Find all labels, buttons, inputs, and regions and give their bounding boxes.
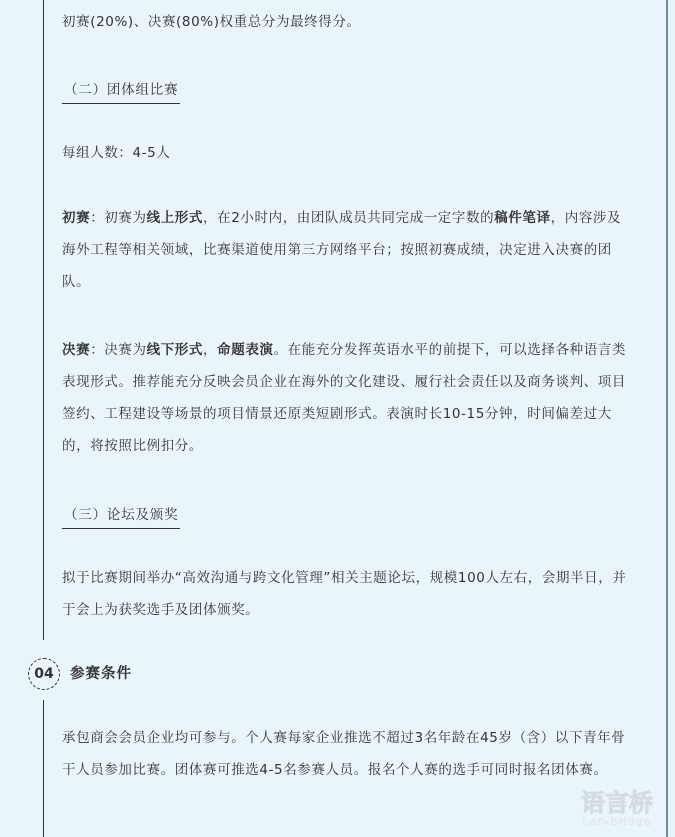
team-section-heading-wrap [62, 74, 628, 106]
section-title: 参赛条件 [70, 666, 132, 682]
eligibility-paragraph: 承包商会会员企业均可参与。个人赛每家企业推选不超过3名年龄在45岁（含）以下青年骨干人员参加比赛。团体赛可推选4-5名参赛人员。报名个人赛的选手可同时报名团体赛。 [62, 730, 626, 778]
prelim-label: 初赛 [62, 210, 91, 226]
timeline-line-bottom [43, 700, 44, 837]
forum-section-heading: （三）论坛及颁奖 [62, 502, 180, 529]
team-size-paragraph: 每组人数：4-5人 [62, 145, 171, 161]
forum-section-heading-wrap [62, 499, 628, 531]
team-final-paragraph: 决赛：决赛为线下形式，命题表演。在能充分发挥英语水平的前提下，可以选择各种语言类表现形式。推荐能充分反映会员企业在海外的文化建设、履行社会责任以及商务谈判、项目签约、工程建设等场景的项目情景还原类短剧形式。表演时长10-15分钟，时间偏差过大的，将按照比例扣分。 [62, 342, 627, 454]
team-prelim-paragraph: 初赛：初赛为线上形式，在2小时内，由团队成员共同完成一定字数的稿件笔译，内容涉及海外工程等相关领域，比赛渠道使用第三方网络平台；按照初赛成绩，决定进入决赛的团队。 [62, 210, 622, 290]
forum-paragraph: 拟于比赛期间举办“高效沟通与跨文化管理”相关主题论坛，规模100人左右，会期半日，并于会上为获奖选手及团体颁奖。 [62, 570, 627, 618]
final-label: 决赛 [62, 342, 91, 358]
watermark-logo-icon: 语言桥 [581, 788, 653, 817]
lan-bridge-watermark [567, 788, 667, 831]
watermark-text: Lan-bridge [582, 815, 652, 828]
section-number-badge: 04 [28, 658, 60, 690]
timeline-line-top [43, 0, 44, 640]
team-section-heading: （二）团体组比赛 [62, 77, 180, 104]
final-score-paragraph: 初赛(20%)、决赛(80%)权重总分为最终得分。 [62, 14, 361, 30]
